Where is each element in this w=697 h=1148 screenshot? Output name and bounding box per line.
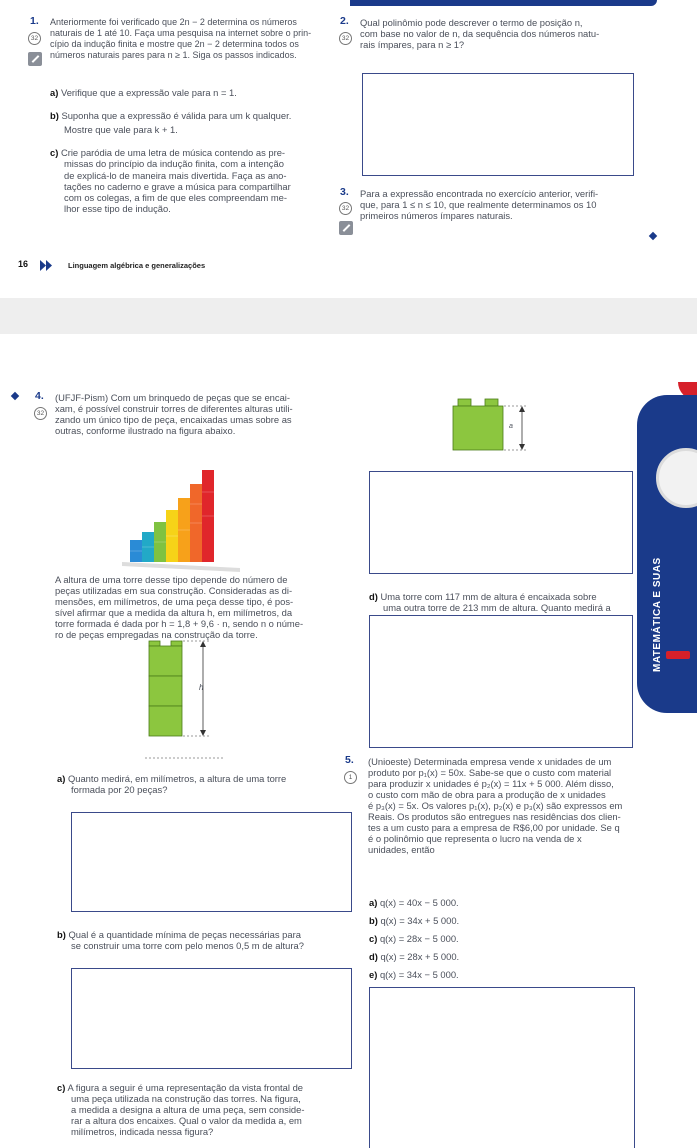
q5-answer-box[interactable]: [369, 987, 635, 1148]
page-separator: [0, 298, 697, 334]
q4c-answer-box[interactable]: [369, 471, 633, 574]
page-diamond-icon: [11, 392, 19, 400]
q5-option-e[interactable]: e) q(x) = 34x − 5 000.: [369, 969, 459, 980]
top-blue-bar: [350, 0, 657, 6]
single-piece-diagram: [450, 396, 530, 456]
section-title: Linguagem algébrica e generalizações: [68, 261, 206, 270]
q4a-answer-box[interactable]: [71, 812, 352, 912]
toy-towers-illustration: [120, 462, 242, 572]
q4-badge: 32: [34, 407, 47, 420]
sidebar-red-bar: [666, 651, 690, 659]
q4-intro: (UFJF-Pism) Com um brinquedo de peças que se encai- xam, é possível construir torres de diferentes alturas utili- zando um único tipo de peça, encaixadas umas sobre as outras, conforme ilustrado na figura abaixo.: [55, 392, 293, 436]
h-label: h: [199, 683, 204, 692]
pencil-icon: [28, 52, 42, 66]
q2-number: 2.: [340, 15, 349, 27]
play-arrows-icon: [40, 260, 54, 271]
q1-item-b: b) Suponha que a expressão é válida para um k qualquer. Mostre que vale para k + 1.: [50, 110, 292, 135]
page-footer: [18, 259, 318, 273]
q5-option-a[interactable]: a) q(x) = 40x − 5 000.: [369, 897, 459, 908]
q5-option-c[interactable]: c) q(x) = 28x − 5 000.: [369, 933, 459, 944]
q4-number: 4.: [35, 390, 44, 402]
q3-number: 3.: [340, 186, 349, 198]
q4-body: A altura de uma torre desse tipo depende do número de peças utilizadas em sua construção. Consideradas as di- mensões, em milímetros, de uma peça desse tipo, é pos- sível afirmar que a medida da altura h, em milímetros, da torre formada é dada por h = 1,8 + 9,6 · n, sendo n o núme- ro de peças empregadas na construção da torre.: [55, 574, 304, 640]
q4-item-b: b) Qual é a quantidade mínima de peças necessárias para se construir uma torre com pelo menos 0,5 m de altura?: [57, 929, 304, 951]
q5-options: [369, 894, 629, 984]
q3-badge: 32: [339, 202, 352, 215]
q2-badge: 32: [339, 32, 352, 45]
q5-badge: 1: [344, 771, 357, 784]
q1-item-a: a) Verifique que a expressão vale para n = 1.: [50, 87, 237, 98]
page-diamond-icon: [649, 232, 657, 240]
q1-item-c: c) Crie paródia de uma letra de música contendo as pre- missas do princípio da indução finita, com a intenção de explicá-lo de maneira mais divertida. Faça as ano- tações no caderno e grave a música para compartilhar com os colegas, a fim de que eles compreendam me- lhor esse tipo de indução.: [50, 147, 291, 215]
q2-text: Qual polinômio pode descrever o termo de posição n, com base no valor de n, da sequência dos números natu- rais ímpares, para n ≥ 1?: [360, 17, 600, 50]
sidebar-label: MATEMÁTICA E SUAS: [652, 557, 663, 672]
page-number: 16: [18, 259, 29, 269]
q5-text: (Unioeste) Determinada empresa vende x unidades de um produto por p₁(x) = 50x. Sabe-se que o custo com material para produzir x unidades é p₂(x) = 11x + 5 000. Além disso, o custo com mão de obra para a produção de x unidades é p₃(x) = 5x. Os valores p₁(x), p₂(x) e p₃(x) são expressos em Reais. Os produtos são entregues nas residências dos clien- tes a um custo para a empresa de R$6,00 por unidade. Se q é o polinômio que representa o lucro na venda de x unidades, então: [368, 756, 623, 855]
q5-option-b[interactable]: b) q(x) = 34x + 5 000.: [369, 915, 460, 926]
q3-text: Para a expressão encontrada no exercício anterior, verifi- que, para 1 ≤ n ≤ 10, que realmente determinamos os 10 primeiros números ímpares naturais.: [360, 188, 599, 221]
q2-answer-box[interactable]: [362, 73, 634, 176]
q1-text: Anteriormente foi verificado que 2n − 2 determina os números naturais de 1 até 10. Faça uma pesquisa na internet sobre o prin- cípio da indução finita e mostre que 2n − 2 determina todos os números naturais pares para n ≥ 1. Siga os passos indicados.: [50, 17, 312, 60]
q5-number: 5.: [345, 754, 354, 766]
sidebar-blue-bar: [666, 660, 690, 664]
q4-item-c: c) A figura a seguir é uma representação da vista frontal de uma peça utilizada na construção das torres. Na figura, a medida a designa a altura de uma peça, sem conside- rar a altura dos encaixes. Qual o valor da medida a, em milímetros, indicada nessa figura?: [57, 1082, 305, 1137]
q4-item-d: d) Uma torre com 117 mm de altura é encaixada sobre uma outra torre de 213 mm de altura. Quanto medirá a: [369, 591, 611, 613]
q1-badge: 32: [28, 32, 41, 45]
q1-number: 1.: [30, 15, 39, 27]
tower-diagram: [145, 638, 225, 762]
a-label: a: [509, 423, 513, 430]
pencil-icon: [339, 221, 353, 235]
q4d-answer-box[interactable]: [369, 615, 633, 748]
q5-option-d[interactable]: d) q(x) = 28x + 5 000.: [369, 951, 460, 962]
q4b-answer-box[interactable]: [71, 968, 352, 1069]
q4-item-a: a) Quanto medirá, em milímetros, a altura de uma torre formada por 20 peças?: [57, 773, 287, 795]
